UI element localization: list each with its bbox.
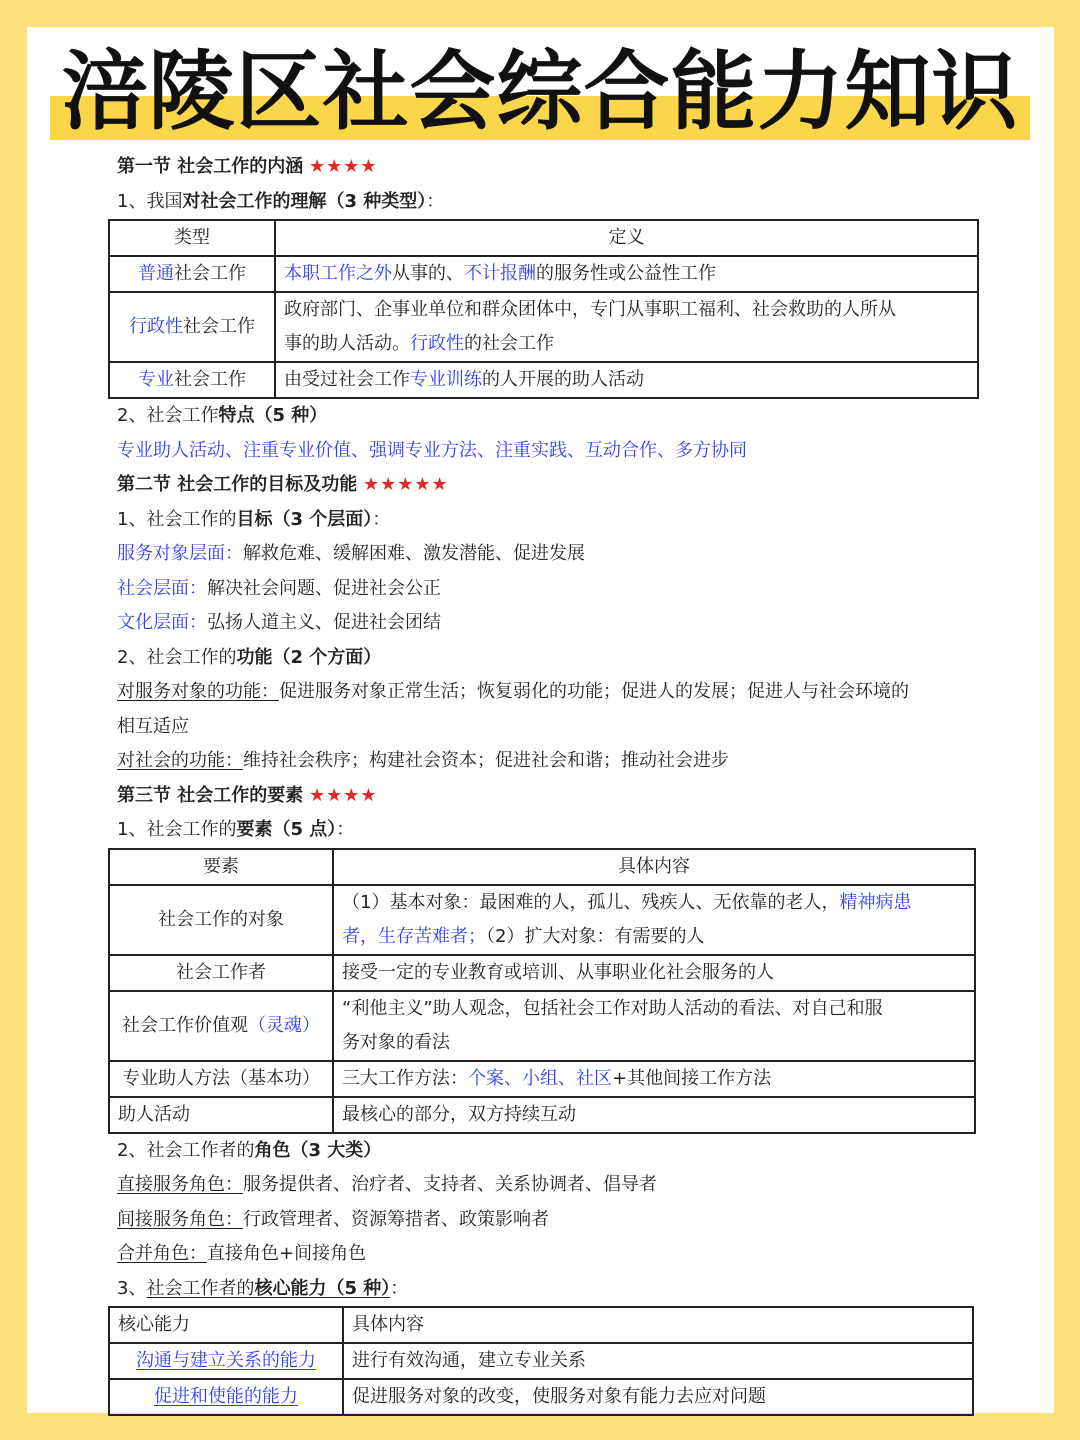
role-label: 合并角色： — [117, 1243, 207, 1264]
question-prefix: 3、 — [117, 1277, 147, 1299]
keyword: 个案、小组、社区 — [468, 1067, 612, 1089]
star-rating: ★★★★ — [309, 784, 378, 806]
function-line — [117, 675, 1017, 710]
role-line — [117, 1237, 1017, 1272]
keyword: 本职工作之外 — [284, 263, 392, 284]
type-keyword: 行政性 — [129, 316, 183, 337]
goal-line — [117, 572, 1017, 607]
table-header-cell: 定义 — [275, 220, 978, 256]
keyword: 精神病患 — [839, 891, 912, 913]
goal-label: 文化层面： — [117, 612, 207, 633]
question-suffix: ： — [372, 508, 391, 530]
text: 的服务性或公益性工作 — [536, 263, 716, 284]
role-line — [117, 1203, 1017, 1238]
element-cell: 专业助人方法（基本功） — [109, 1061, 333, 1097]
section-3-heading — [117, 779, 1017, 814]
question-line — [117, 1134, 1017, 1169]
question-keyword: 对社会工作的理解（3 种类型） — [182, 190, 427, 212]
question-prefix: 1、我国 — [117, 190, 183, 212]
table-row — [109, 991, 975, 1061]
question-prefix: 2、社会工作 — [117, 405, 219, 426]
question-line — [117, 399, 1017, 434]
table-header-cell: 具体内容 — [343, 1307, 973, 1343]
text-line — [342, 920, 966, 954]
type-keyword: 普通 — [138, 263, 174, 284]
section-heading-text: 第三节 社会工作的要素 — [117, 784, 304, 806]
page-title: 涪陵区社会综合能力知识 — [61, 42, 1019, 142]
role-text: 服务提供者、治疗者、支持者、关系协调者、倡导者 — [243, 1174, 657, 1195]
table-row — [109, 1097, 975, 1133]
text: 的社会工作 — [464, 333, 554, 354]
section-heading-text: 第一节 社会工作的内涵 — [117, 156, 304, 177]
role-text: 行政管理者、资源筹措者、政策影响者 — [243, 1208, 549, 1230]
table-header-cell: 要素 — [109, 849, 333, 885]
text: 务对象的看法 — [342, 1031, 450, 1053]
section-heading-text: 第二节 社会工作的目标及功能 — [117, 474, 358, 495]
content-cell: 进行有效沟通，建立专业关系 — [343, 1343, 973, 1379]
table-header-cell: 类型 — [109, 220, 275, 256]
table-header-row — [109, 220, 978, 256]
function-line-cont: 相互适应 — [117, 715, 189, 737]
ability-cell: 沟通与建立关系的能力 — [109, 1343, 343, 1379]
question-line — [117, 641, 1017, 676]
text: 从事的、 — [392, 263, 464, 284]
text: 由受过社会工作 — [284, 369, 410, 390]
table-row — [109, 292, 978, 362]
text: +其他间接工作方法 — [612, 1067, 772, 1089]
definition-cell — [275, 292, 978, 362]
type-rest: 社会工作 — [174, 369, 246, 390]
question-line — [117, 185, 1017, 220]
section-1-heading — [117, 150, 1017, 185]
text: 的人开展的助人活动 — [482, 369, 644, 390]
element-cell: 社会工作者 — [109, 955, 333, 991]
table-row — [109, 885, 975, 955]
role-line — [117, 1168, 1017, 1203]
element-cell — [109, 991, 333, 1061]
goal-label: 社会层面： — [117, 577, 207, 599]
element-cell: 助人活动 — [109, 1097, 333, 1133]
goal-text: 弘扬人道主义、促进社会团结 — [207, 612, 441, 633]
elements-table — [108, 848, 976, 1134]
goal-text: 解决社会问题、促进社会公正 — [207, 577, 441, 599]
table-row — [109, 1061, 975, 1097]
section-2-heading — [117, 468, 1017, 503]
role-label: 直接服务角色： — [117, 1174, 243, 1195]
question-suffix: ： — [426, 190, 445, 212]
content-cell: 接受一定的专业教育或培训、从事职业化社会服务的人 — [333, 955, 975, 991]
table-row — [109, 1379, 973, 1415]
question-suffix: ： — [390, 1277, 409, 1299]
question-keyword: 要素（5 点） — [236, 819, 337, 840]
type-cell — [109, 292, 275, 362]
table-header-cell: 具体内容 — [333, 849, 975, 885]
question-prefix: 2、社会工作的 — [117, 646, 237, 668]
function-line — [117, 744, 1017, 779]
star-rating: ★★★★★ — [363, 474, 449, 495]
keyword: 不计报酬 — [464, 263, 536, 284]
table-header-row — [109, 849, 975, 885]
document-body — [117, 150, 1017, 1416]
question-keyword: 特点（5 种） — [218, 405, 328, 426]
keyword: 行政性 — [410, 333, 464, 354]
text: 三大工作方法： — [342, 1067, 468, 1089]
text: “利他主义”助人观念，包括社会工作对助人活动的看法、对自己和服 — [342, 997, 883, 1019]
keyword: 专业训练 — [410, 369, 482, 390]
question-keyword: 角色（3 大类） — [254, 1139, 382, 1161]
function-text: 维持社会秩序；构建社会资本；促进社会和谐；推动社会进步 — [243, 750, 729, 771]
question-prefix: 1、社会工作的 — [117, 819, 237, 840]
social-work-types-table — [108, 219, 979, 399]
text: （1）基本对象：最困难的人，孤儿、残疾人、无依靠的老人， — [342, 891, 840, 913]
question-keyword: 目标（3 个层面） — [236, 508, 373, 530]
function-label: 对服务对象的功能： — [117, 681, 279, 702]
table-row — [109, 955, 975, 991]
text: （2）扩大对象：有需要的人 — [486, 925, 705, 947]
question-line — [117, 813, 1017, 848]
role-label: 间接服务角色： — [117, 1208, 243, 1230]
table-row — [109, 1343, 973, 1379]
text: 社会工作价值观 — [122, 1014, 248, 1036]
content-cell — [333, 885, 975, 955]
goal-line — [117, 537, 1017, 572]
ability-cell: 促进和使能的能力 — [109, 1379, 343, 1415]
question-prefix: 2、社会工作者的 — [117, 1139, 255, 1161]
table-header-row — [109, 1307, 973, 1343]
core-abilities-table — [108, 1306, 974, 1416]
question-prefix: 1、社会工作的 — [117, 508, 237, 530]
question-line — [117, 1272, 1017, 1307]
keyword: （灵魂） — [248, 1014, 320, 1036]
function-label: 对社会的功能： — [117, 750, 243, 771]
content-cell — [333, 1061, 975, 1097]
question-line — [117, 503, 1017, 538]
question-keyword: 功能（2 个方面） — [236, 646, 382, 668]
function-text: 促进服务对象正常生活；恢复弱化的功能；促进人的发展；促进人与社会环境的 — [279, 681, 909, 702]
text-line — [342, 886, 966, 920]
type-rest: 社会工作 — [183, 316, 255, 337]
type-cell — [109, 362, 275, 398]
table-row — [109, 256, 978, 292]
goal-text: 解救危难、缓解困难、激发潜能、促进发展 — [243, 543, 585, 564]
goal-label: 服务对象层面： — [117, 543, 243, 564]
element-cell: 社会工作的对象 — [109, 885, 333, 955]
question-underlined: 社会工作者的 — [146, 1277, 255, 1299]
table-row — [109, 362, 978, 398]
text-line — [284, 327, 969, 361]
text: 事的助人活动。 — [284, 333, 410, 354]
goal-line — [117, 606, 1017, 641]
type-cell — [109, 256, 275, 292]
definition-cell — [275, 256, 978, 292]
type-keyword: 专业 — [138, 369, 174, 390]
role-text: 直接角色+间接角色 — [207, 1243, 367, 1264]
star-rating: ★★★★ — [309, 156, 378, 177]
answer-line: 专业助人活动、注重专业价值、强调专业方法、注重实践、互动合作、多方协同 — [117, 439, 747, 461]
text: 政府部门、企事业单位和群众团体中，专门从事职工福利、社会救助的人所从 — [284, 299, 896, 320]
content-cell — [333, 991, 975, 1061]
question-keyword: 核心能力（5 种） — [254, 1277, 391, 1299]
content-cell: 最核心的部分，双方持续互动 — [333, 1097, 975, 1133]
table-header-cell: 核心能力 — [109, 1307, 343, 1343]
question-suffix: ： — [336, 819, 355, 840]
definition-cell — [275, 362, 978, 398]
type-rest: 社会工作 — [174, 263, 246, 284]
content-cell: 促进服务对象的改变，使服务对象有能力去应对问题 — [343, 1379, 973, 1415]
keyword: 者，生存苦难者； — [342, 925, 486, 947]
